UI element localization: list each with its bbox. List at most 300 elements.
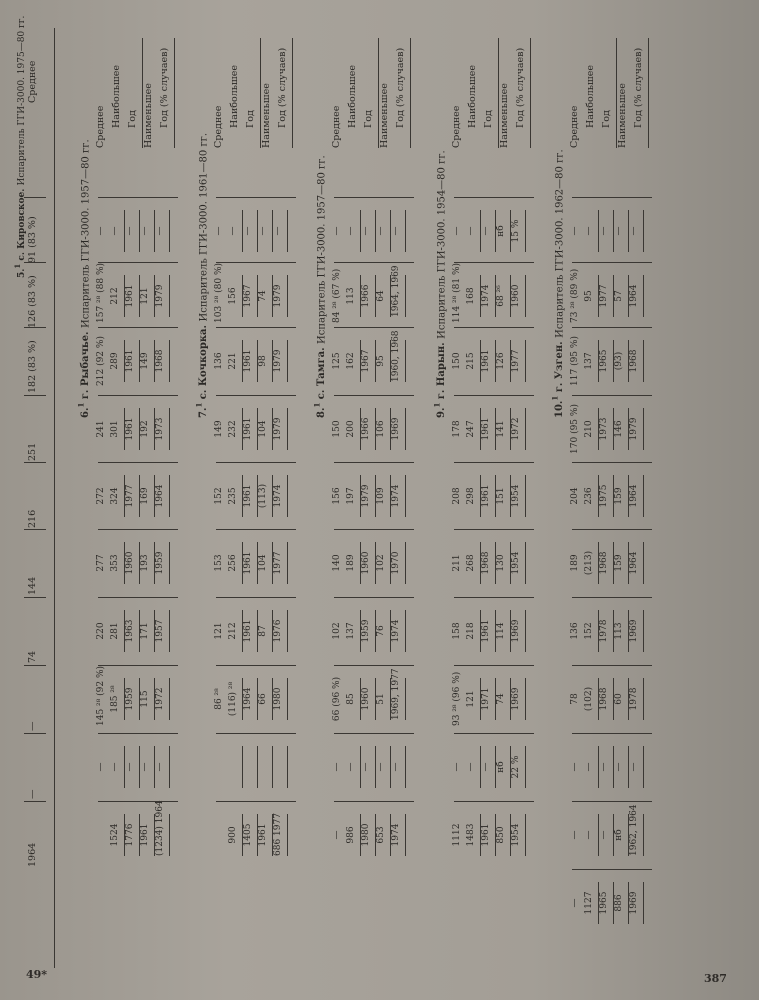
cell-value: (113) (258, 483, 268, 509)
header-value: — (27, 721, 38, 731)
column-separator (572, 197, 652, 198)
cell-value (214, 740, 228, 794)
data-cell (214, 469, 288, 523)
cell-value: — (466, 762, 476, 772)
cell-value: 197 (346, 487, 356, 505)
cell-value: 1978 (628, 678, 644, 720)
column-separator (454, 529, 534, 530)
cell-value: 1961 (258, 823, 268, 847)
column-separator (98, 262, 178, 263)
cell-value: 200 (346, 420, 356, 438)
cell-value: — (332, 762, 342, 772)
cell-value: 1979 (272, 275, 288, 317)
cell-value: 141 (496, 420, 506, 438)
cell-value: 218 (466, 622, 476, 640)
section-title (78, 139, 92, 418)
cell-value: 159 (614, 487, 624, 505)
cell-value: 117 (95 %) (570, 336, 580, 386)
row-divider (648, 38, 649, 148)
data-cell (214, 604, 288, 658)
cell-value: 1961 (124, 408, 140, 450)
cell-value: — (96, 762, 106, 772)
data-cell (96, 334, 170, 388)
data-cell (214, 808, 288, 862)
cell-value: 1969, 1977 (390, 678, 406, 720)
column-separator (572, 529, 652, 530)
cell-value: 156 (332, 487, 342, 505)
cell-value: 1954 (510, 814, 526, 856)
cell-value: 1961 (480, 408, 496, 450)
cell-value: — (628, 746, 644, 788)
cell-value: — (346, 762, 356, 772)
cell-value: 193 (140, 554, 150, 572)
cell-value: — (376, 226, 386, 236)
cell-value: 86 ²⁸ (214, 688, 224, 710)
cell-value: 1974 (390, 610, 406, 652)
cell-value: 121 (140, 287, 150, 305)
column-separator (98, 665, 178, 666)
cell-value: — (584, 830, 594, 840)
cell-value: (93) (614, 351, 624, 371)
header-value: 91 (83 %) (27, 216, 38, 263)
cell-value: 102 (332, 622, 342, 640)
cell-value: 169 (140, 487, 150, 505)
cell-value: 1968 (480, 542, 496, 584)
cell-value: 152 (584, 622, 594, 640)
cell-value: 1961 (242, 542, 258, 584)
cell-value: — (360, 746, 376, 788)
row-label: Год (601, 110, 612, 128)
cell-value: 104 (258, 420, 268, 438)
cell-value: 192 (140, 420, 150, 438)
cell-value: 1969 (390, 408, 406, 450)
cell-value: 1977 (124, 475, 140, 517)
cell-value: 1979 (154, 275, 170, 317)
cell-value (228, 740, 242, 794)
data-cell (570, 876, 644, 930)
cell-value: 95 (376, 355, 386, 367)
section-superscript: 1 (195, 402, 204, 408)
cell-value: 84 ²⁸ (67 %) (332, 268, 342, 323)
cell-value (272, 746, 288, 788)
cell-value: 57 (614, 290, 624, 302)
cell-value: 221 (228, 352, 238, 370)
cell-value: 137 (584, 352, 594, 370)
data-cell (452, 469, 526, 523)
cell-value: 1979 (272, 408, 288, 450)
data-cell (570, 672, 644, 726)
section-number: 9. (436, 407, 448, 418)
cell-value: 145 ²⁸ (92 %) (96, 665, 106, 726)
data-cell (332, 469, 406, 523)
cell-value: — (390, 210, 406, 252)
cell-value: 168 (466, 287, 476, 305)
row-label: Среднее (95, 105, 106, 148)
cell-value: 1960 (124, 542, 140, 584)
data-cell (96, 402, 170, 456)
row-label: Наибольшее (347, 64, 358, 128)
cell-value: 130 (496, 554, 506, 572)
column-separator (334, 395, 414, 396)
row-label: Год (% случаев) (515, 47, 526, 128)
cell-value: 1959 (124, 678, 140, 720)
cell-value: — (332, 226, 342, 236)
cell-value: — (140, 226, 150, 236)
page-number: 387 (704, 972, 727, 985)
cell-value: 1974 (390, 814, 406, 856)
section-number: 10. (554, 400, 566, 418)
cell-value: 1980 (272, 678, 288, 720)
column-separator (216, 529, 296, 530)
column-separator (454, 395, 534, 396)
cell-value: 256 (228, 554, 238, 572)
cell-value: 353 (110, 554, 120, 572)
cell-value: — (228, 226, 238, 236)
cell-value (214, 808, 228, 862)
cell-value: 178 (452, 420, 462, 438)
header-separator (24, 733, 46, 734)
data-cell (96, 536, 170, 590)
row-label: Среднее (331, 105, 342, 148)
cell-value: 1965 (598, 882, 614, 924)
cell-value: 104 (258, 554, 268, 572)
cell-value: — (110, 762, 120, 772)
section-place: с. Кировское. (17, 185, 27, 264)
column-separator (98, 733, 178, 734)
cell-value: 157 ²⁸ (88 %) (96, 262, 106, 323)
cell-value: 1964 (628, 275, 644, 317)
section-place: г. Нарын. (436, 338, 448, 403)
data-cell (570, 740, 644, 794)
row-label: Среднее (451, 105, 462, 148)
data-cell (452, 808, 526, 862)
cell-value: 1961 (140, 823, 150, 847)
cell-value: 1961 (242, 408, 258, 450)
section-place: г. Рыбачье. (80, 327, 92, 403)
cell-value: 60 (614, 693, 624, 705)
cell-value: 140 (332, 554, 342, 572)
section-subtitle: Испаритель ГГИ-3000. 1961—80 гг. (198, 132, 210, 322)
section-title (14, 16, 27, 278)
column-separator (216, 462, 296, 463)
cell-value: 986 (346, 826, 356, 844)
column-separator (572, 869, 652, 870)
cell-value: — (154, 210, 170, 252)
cell-value: — (360, 210, 376, 252)
cell-value: 686 1977 (272, 814, 288, 856)
row-divider (410, 38, 411, 148)
column-separator (454, 733, 534, 734)
column-separator (216, 801, 296, 802)
column-separator (334, 262, 414, 263)
cell-value: — (376, 762, 386, 772)
cell-value: — (480, 746, 496, 788)
cell-value: 1961 (480, 610, 496, 652)
cell-value: (1234) 1964 (154, 814, 170, 856)
row-label: Среднее (569, 105, 580, 148)
cell-value: 247 (466, 420, 476, 438)
cell-value: 85 (346, 693, 356, 705)
cell-value: 149 (140, 352, 150, 370)
cell-value: 1405 (242, 814, 258, 856)
column-separator (454, 801, 534, 802)
data-cell (214, 262, 288, 323)
column-separator (216, 665, 296, 666)
column-separator (98, 597, 178, 598)
cell-value: 159 (614, 554, 624, 572)
cell-value: 185 ²⁸ (110, 685, 120, 713)
row-label: Наименьшее (379, 83, 390, 148)
cell-value: 137 (346, 622, 356, 640)
column-separator (454, 462, 534, 463)
cell-value: 212 (228, 622, 238, 640)
column-separator (334, 801, 414, 802)
cell-value: 1483 (466, 823, 476, 847)
header-value: 216 (27, 509, 38, 528)
cell-value: — (452, 762, 462, 772)
cell-value: 121 (214, 622, 224, 640)
row-label: Наибольшее (229, 64, 240, 128)
cell-value: 171 (140, 622, 150, 640)
cell-value: — (570, 762, 580, 772)
cell-value: 1961 (242, 610, 258, 652)
cell-value: нб (496, 225, 506, 237)
section-subtitle: Испаритель ГГИ-3000. 1957—80 гг. (316, 155, 328, 344)
cell-value: 298 (466, 487, 476, 505)
column-separator (334, 197, 414, 198)
data-cell (332, 265, 406, 323)
cell-value (96, 808, 110, 862)
cell-value: 66 (258, 693, 268, 705)
header-label: Среднее (27, 60, 38, 103)
cell-value: 268 (466, 554, 476, 572)
column-separator (454, 327, 534, 328)
cell-value: — (124, 746, 140, 788)
cell-value: 152 (214, 487, 224, 505)
cell-value: 1972 (154, 678, 170, 720)
data-cell (570, 469, 644, 523)
cell-value: — (598, 210, 614, 252)
section-subtitle: Испаритель ГГИ-3000. 1962—80 гг. (554, 149, 566, 338)
cell-value: 98 (258, 355, 268, 367)
cell-value: 74 (496, 693, 506, 705)
cell-value: 1961 (124, 275, 140, 317)
data-cell (452, 672, 526, 726)
section-number: 6. (80, 407, 92, 418)
section-subtitle: Испаритель ГГИ-3000. 1954—80 гг. (436, 150, 448, 339)
cell-value: 102 (376, 554, 386, 572)
row-divider (498, 38, 499, 148)
cell-value: 126 (496, 352, 506, 370)
cell-value: 1976 (272, 610, 288, 652)
row-divider (616, 38, 617, 148)
cell-value: 1959 (154, 542, 170, 584)
cell-value: 886 (614, 894, 624, 912)
cell-value: 1980 (360, 814, 376, 856)
header-separator (24, 801, 46, 802)
data-cell (96, 740, 170, 794)
cell-value: 1967 (360, 340, 376, 382)
cell-value: 74 (258, 290, 268, 302)
row-label: Среднее (213, 105, 224, 148)
column-separator (98, 462, 178, 463)
cell-value: 189 (570, 554, 580, 572)
column-separator (572, 665, 652, 666)
cell-value: 1969 (510, 610, 526, 652)
cell-value: 1961 (242, 475, 258, 517)
data-cell (452, 536, 526, 590)
cell-value: 1524 (110, 823, 120, 847)
header-value: 126 (83 %) (27, 275, 38, 328)
data-cell (96, 604, 170, 658)
row-divider (292, 38, 293, 148)
cell-value: 153 (214, 554, 224, 572)
row-label: Наибольшее (111, 64, 122, 128)
section-place: с. Кочкорка. (198, 321, 210, 403)
cell-value: 103 ²⁸ (80 %) (214, 262, 224, 323)
cell-value: 1974 (390, 475, 406, 517)
cell-value: 156 (228, 287, 238, 305)
cell-value: (213) (584, 550, 594, 576)
cell-value: 1975 (598, 475, 614, 517)
header-value: 182 (83 %) (27, 340, 38, 393)
cell-value: 324 (110, 487, 120, 505)
cell-value: нб (496, 761, 506, 773)
data-cell (452, 604, 526, 658)
section-title (196, 133, 210, 418)
cell-value: 1973 (598, 408, 614, 450)
cell-value: 151 (496, 487, 506, 505)
header-value: 144 (27, 576, 38, 595)
cell-value: 125 (332, 352, 342, 370)
column-separator (334, 327, 414, 328)
data-cell (96, 800, 170, 862)
column-separator (572, 327, 652, 328)
row-divider (378, 38, 379, 148)
cell-value: 1965 (598, 340, 614, 382)
column-separator (216, 197, 296, 198)
cell-value: (102) (584, 686, 594, 712)
cell-value: — (390, 746, 406, 788)
data-cell (332, 402, 406, 456)
cell-value: 113 (346, 287, 356, 305)
cell-value: 78 (570, 693, 580, 705)
cell-value: 1776 (124, 814, 140, 856)
cell-value: 66 (96 %) (332, 676, 342, 722)
data-cell (214, 672, 288, 726)
data-cell (452, 740, 526, 794)
cell-value: — (570, 226, 580, 236)
cell-value: 1959 (360, 610, 376, 652)
data-cell (570, 269, 644, 323)
row-label: Год (% случаев) (159, 47, 170, 128)
cell-value: — (110, 226, 120, 236)
cell-value: 1978 (598, 610, 614, 652)
data-cell (332, 668, 406, 726)
cell-value: 15 % (510, 210, 526, 252)
cell-value: 87 (258, 625, 268, 637)
cell-value: 1963 (124, 610, 140, 652)
column-separator (334, 462, 414, 463)
section-number: 5. (17, 268, 27, 278)
column-separator (216, 327, 296, 328)
data-cell (96, 262, 170, 323)
data-cell (332, 808, 406, 862)
column-separator (334, 733, 414, 734)
cell-value: 900 (228, 826, 238, 844)
data-cell (570, 604, 644, 658)
cell-value: 149 (214, 420, 224, 438)
header-value: 1964 (27, 842, 38, 867)
cell-value: 1964 (628, 542, 644, 584)
row-label: Год (483, 110, 494, 128)
column-separator (98, 327, 178, 328)
cell-value: 1957 (154, 610, 170, 652)
cell-value: 1969 (510, 678, 526, 720)
cell-value: — (332, 830, 342, 840)
row-label: Год (245, 110, 256, 128)
header-value: 251 (27, 442, 38, 461)
data-cell (570, 402, 644, 456)
cell-value: 115 (140, 690, 150, 708)
header-value: 74 (27, 650, 38, 663)
cell-value: 136 (570, 622, 580, 640)
data-cell (96, 665, 170, 726)
column-separator (98, 395, 178, 396)
cell-value (242, 746, 258, 788)
cell-value: 1964 (242, 678, 258, 720)
row-divider (530, 38, 531, 148)
data-cell (452, 402, 526, 456)
cell-value: 1977 (510, 340, 526, 382)
data-cell (214, 740, 288, 794)
cell-value: 1974 (272, 475, 288, 517)
column-separator (572, 801, 652, 802)
cell-value: 281 (110, 622, 120, 640)
header-separator (24, 395, 46, 396)
section-superscript: 1 (433, 402, 442, 408)
cell-value: 1971 (480, 678, 496, 720)
section-number: 7. (198, 407, 210, 418)
column-separator (334, 665, 414, 666)
data-cell (570, 536, 644, 590)
cell-value: 150 (452, 352, 462, 370)
cell-value: 1979 (360, 475, 376, 517)
cell-value: 51 (376, 693, 386, 705)
cell-value (258, 740, 272, 794)
cell-value: 204 (570, 487, 580, 505)
data-cell (452, 262, 526, 323)
row-label: Наибольшее (585, 64, 596, 128)
row-label: Наименьшее (499, 83, 510, 148)
cell-value: 76 (376, 625, 386, 637)
cell-value: — (598, 746, 614, 788)
cell-value: 220 (96, 622, 106, 640)
cell-value: 1964, 1969 (390, 275, 406, 317)
cell-value: 1964 (154, 475, 170, 517)
section-title (434, 150, 448, 418)
cell-value: 1972 (510, 408, 526, 450)
cell-value: 1974 (480, 275, 496, 317)
cell-value: 301 (110, 420, 120, 438)
column-separator (572, 733, 652, 734)
cell-value: 1968 (154, 340, 170, 382)
header-divider (54, 28, 55, 968)
data-cell (332, 536, 406, 590)
cell-value: 1966 (360, 275, 376, 317)
cell-value: — (96, 226, 106, 236)
cell-value: — (570, 898, 580, 908)
